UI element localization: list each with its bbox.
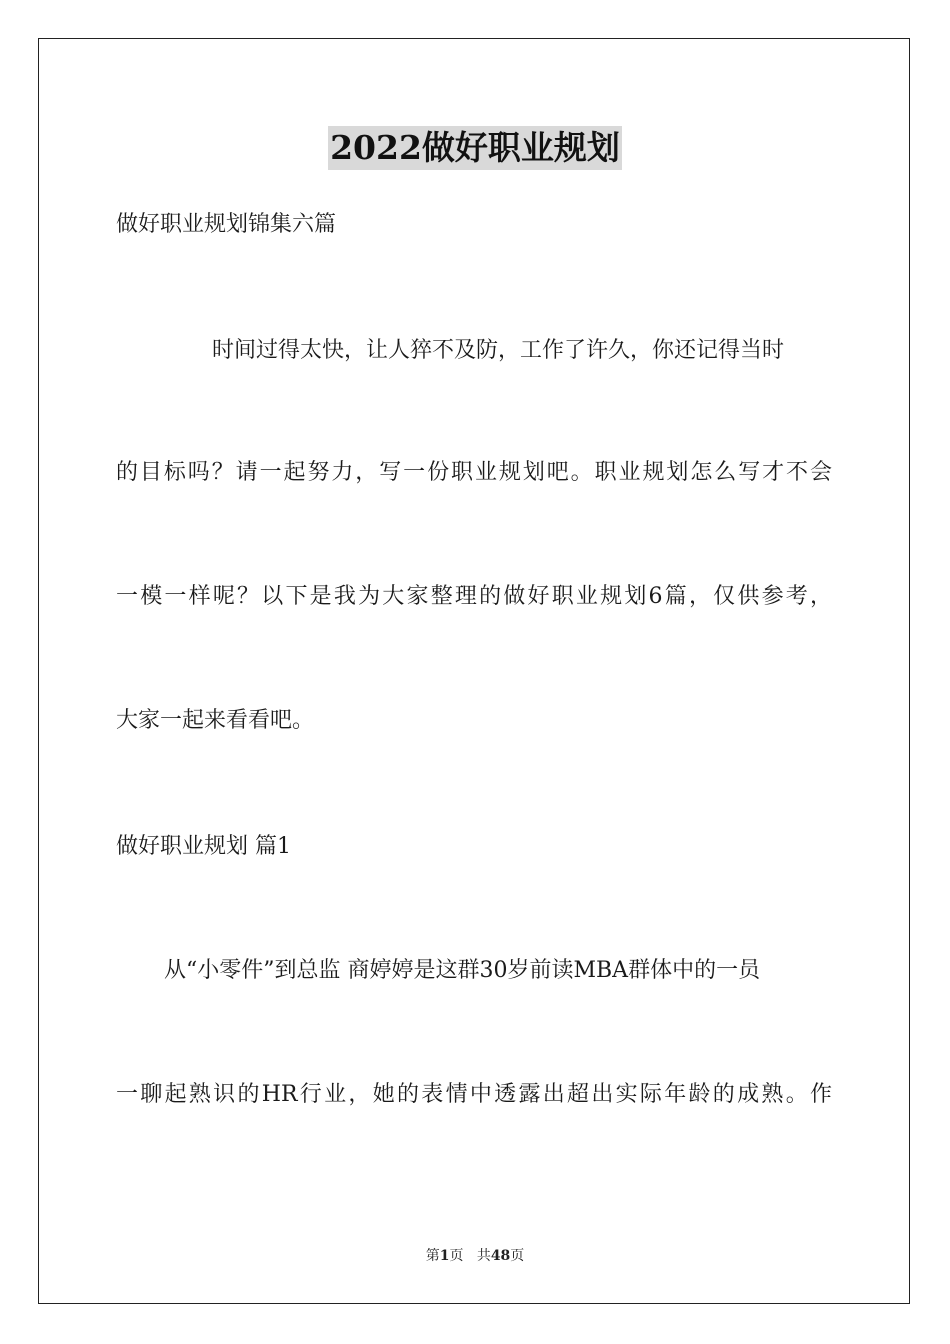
footer-total-suffix: 页: [510, 1248, 525, 1264]
document-subtitle: 做好职业规划锦集六篇: [116, 212, 337, 237]
document-title-text: 2022做好职业规划: [328, 126, 622, 170]
paragraph-1-line-4: 大家一起来看看吧。: [116, 708, 315, 733]
paragraph-2-line-1: 从“小零件”到总监 商婷婷是这群30岁前读MBA群体中的一员: [164, 958, 761, 983]
footer-page-prefix: 第: [425, 1248, 440, 1264]
footer-page-number: 1: [439, 1248, 450, 1264]
paragraph-2-line-2: 一聊起熟识的HR行业，她的表情中透露出超出实际年龄的成熟。作: [116, 1082, 832, 1107]
footer-total-pages: 48: [490, 1248, 511, 1264]
footer-total-prefix: 共: [476, 1248, 491, 1264]
page-footer: [0, 1246, 950, 1266]
paragraph-1-line-1: 时间过得太快，让人猝不及防，工作了许久，你还记得当时: [212, 338, 785, 363]
paragraph-1-line-3: 一模一样呢？以下是我为大家整理的做好职业规划6篇，仅供参考，: [116, 584, 832, 609]
section-1-heading: 做好职业规划 篇1: [116, 834, 291, 859]
paragraph-1-line-2: 的目标吗？请一起努力，写一份职业规划吧。职业规划怎么写才不会: [116, 460, 832, 485]
footer-page-suffix: 页: [449, 1248, 464, 1264]
document-title: [0, 126, 950, 170]
